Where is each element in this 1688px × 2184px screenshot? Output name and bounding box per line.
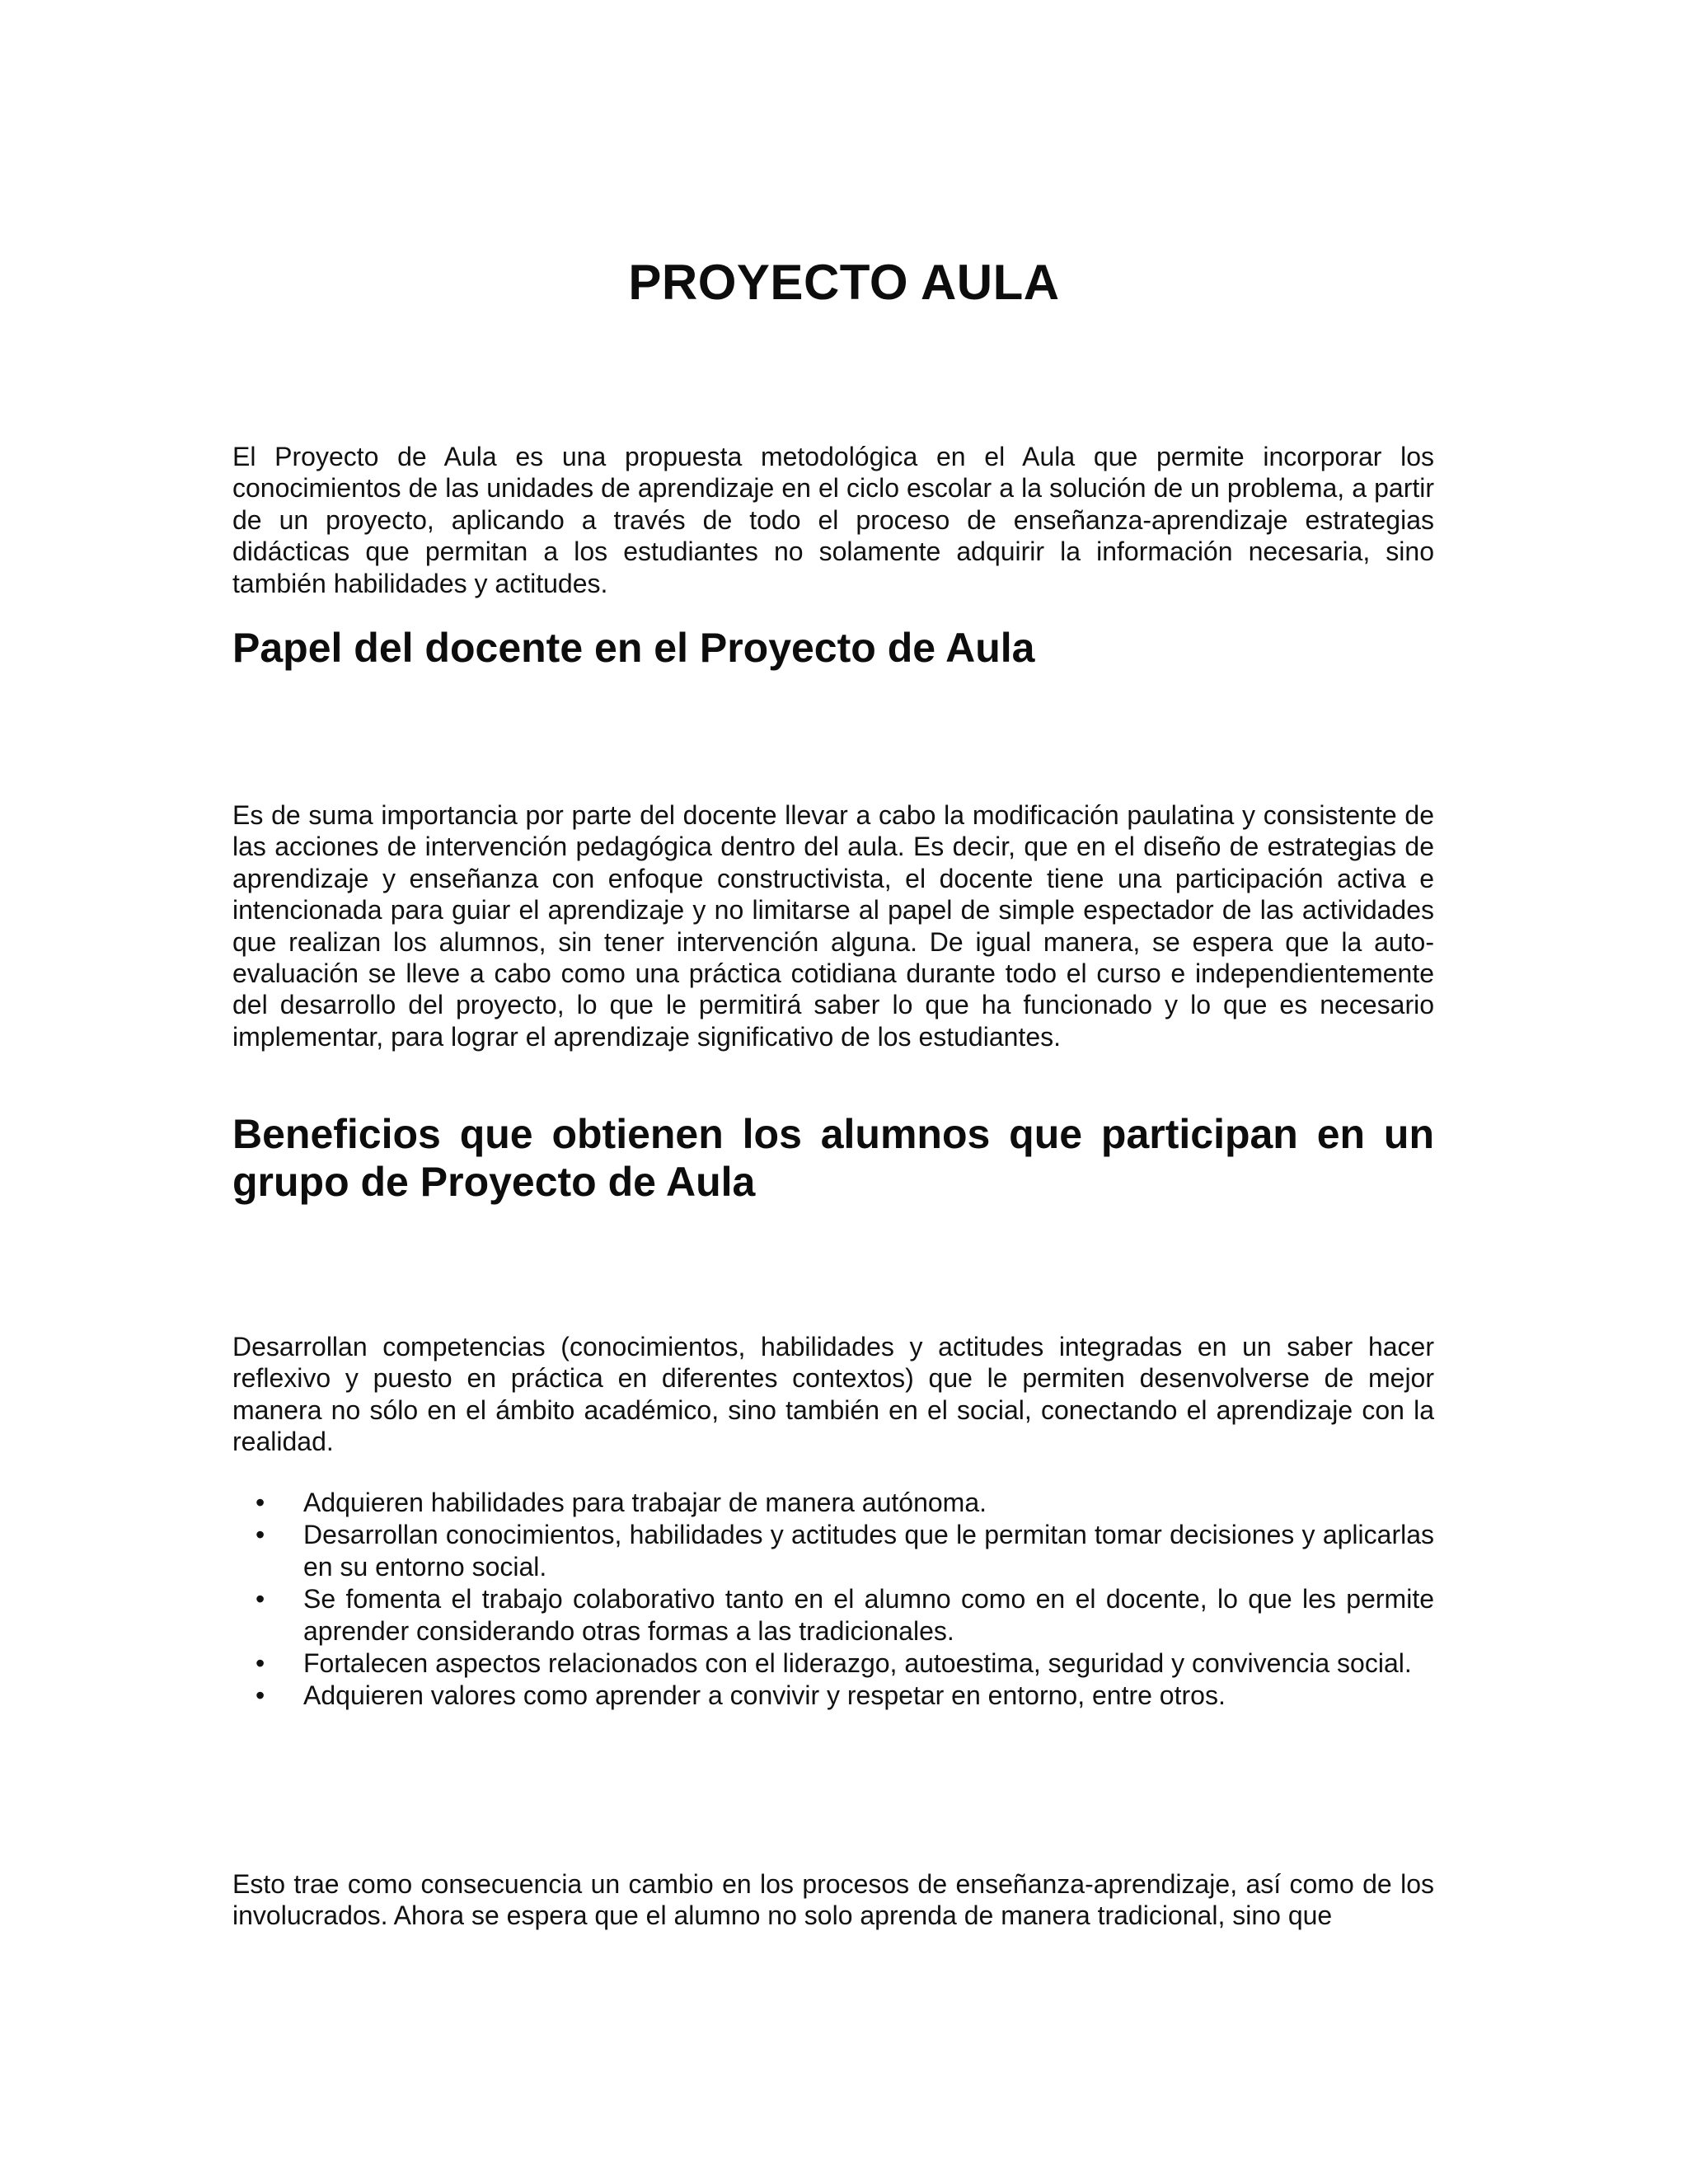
bullet-icon: •: [256, 1584, 265, 1615]
closing-block: [232, 1868, 1434, 1932]
closing-paragraph: Esto trae como consecuencia un cambio en los procesos de enseñanza-aprendizaje, así como de los involucrados. Ahora se espera que el alumno no solo aprenda de manera tradicional, sino que: [232, 1869, 1434, 1931]
list-item-text: Adquieren habilidades para trabajar de manera autónoma.: [303, 1488, 987, 1517]
intro-block: [232, 441, 1434, 599]
list-item-text: Fortalecen aspectos relacionados con el liderazgo, autoestima, seguridad y convivencia social.: [303, 1648, 1412, 1679]
list-item-text: Desarrollan conocimientos, habilidades y actitudes que le permitan tomar decisiones y aplicarlas en su entorno social.: [303, 1520, 1434, 1582]
benefits-list: [232, 1487, 1434, 1712]
section-heading-beneficios: Beneficios que obtienen los alumnos que participan en un grupo de Proyecto de Aula: [232, 1111, 1434, 1205]
list-item: [232, 1680, 1434, 1711]
beneficios-paragraph: Desarrollan competencias (conocimientos, habilidades y actitudes integradas en un saber hacer reflexivo y puesto en práctica en diferentes contextos) que le permiten desenvolverse de mejor manera no sólo en el ámbito académico, sino también en el social, conectando el aprendizaje con la realidad.: [232, 1332, 1434, 1457]
section-docente-heading-block: [232, 624, 1434, 672]
list-item: [232, 1519, 1434, 1582]
list-item: [232, 1647, 1434, 1679]
benefits-list-block: [232, 1487, 1434, 1713]
section-docente-body: [232, 799, 1434, 1052]
section-heading-docente: Papel del docente en el Proyecto de Aula: [232, 625, 1035, 671]
bullet-icon: •: [256, 1648, 265, 1679]
list-item: [232, 1487, 1434, 1518]
list-item-text: Adquieren valores como aprender a convivir y respetar en entorno, entre otros.: [303, 1680, 1226, 1711]
list-item-text: Se fomenta el trabajo colaborativo tanto en el alumno como en el docente, lo que les permite aprender considerando otras formas a las tradicionales.: [303, 1584, 1434, 1646]
intro-paragraph: El Proyecto de Aula es una propuesta metodológica en el Aula que permite incorporar los conocimientos de las unidades de aprendizaje en el ciclo escolar a la solución de un problema, a partir de un proyecto, aplicando a través de todo el proceso de enseñanza-aprendizaje estrategias didácticas que permitan a los estudiantes no solamente adquirir la información necesaria, sino también habilidades y actitudes.: [232, 442, 1434, 598]
bullet-icon: •: [256, 1520, 265, 1550]
bullet-icon: •: [256, 1680, 265, 1711]
document-title: PROYECTO AULA: [628, 255, 1060, 310]
section-beneficios-body: [232, 1331, 1434, 1458]
section-beneficios-heading-block: [232, 1110, 1434, 1206]
docente-paragraph: Es de suma importancia por parte del docente llevar a cabo la modificación paulatina y consistente de las acciones de intervención pedagógica dentro del aula. Es decir, que en el diseño de estrategias de aprendizaje y enseñanza con enfoque constructivista, el docente tiene una participación activa e intencionada para guiar el aprendizaje y no limitarse al papel de simple espectador de las actividades que realizan los alumnos, sin tener intervención alguna. De igual manera, se espera que la auto-evaluación se lleve a cabo como una práctica cotidiana durante todo el curso e independientemente del desarrollo del proyecto, lo que le permitirá saber lo que ha funcionado y lo que es necesario implementar, para lograr el aprendizaje significativo de los estudiantes.: [232, 800, 1434, 1052]
list-item: [232, 1583, 1434, 1647]
bullet-icon: •: [256, 1488, 265, 1517]
